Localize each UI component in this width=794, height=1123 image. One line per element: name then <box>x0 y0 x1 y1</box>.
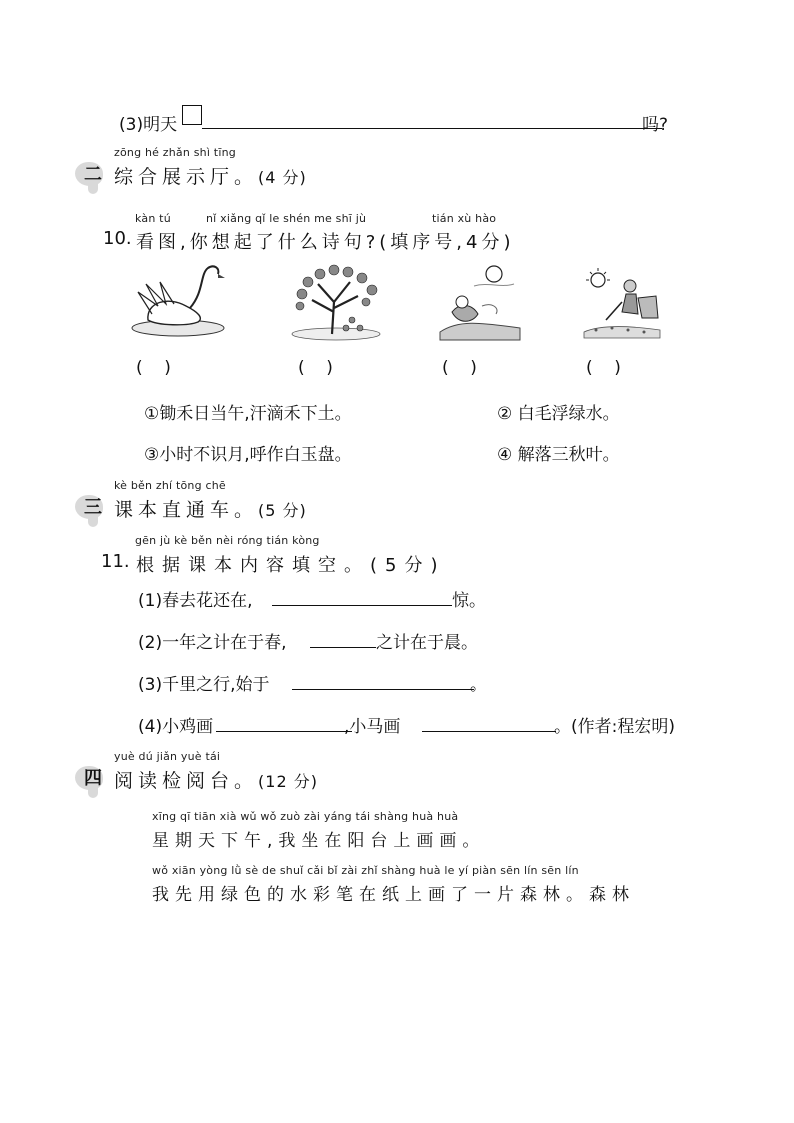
tree-leaves-picture <box>288 262 384 342</box>
q10-option-1: ①锄禾日当午,汗滴禾下土。 <box>144 404 352 424</box>
q11-item4-mid: ,小马画 <box>344 717 401 737</box>
q11-item3-pre: (3)千里之行,始于 <box>138 675 270 695</box>
q10-pinyin-c: tián xù hào <box>432 212 497 225</box>
section3-pinyin: kè běn zhí tōng chē <box>114 479 226 492</box>
answer-paren-2[interactable]: ( ) <box>298 358 333 378</box>
answer-paren-1[interactable]: ( ) <box>136 358 171 378</box>
q9-item3-label: (3)明天 <box>119 115 178 135</box>
q11-item1-post: 惊。 <box>452 591 486 611</box>
reading-line-2: 我先用绿色的水彩笔在纸上画了一片森林。森林 <box>152 885 635 905</box>
section3-badge: 三 <box>78 493 108 519</box>
q11-item4-pre: (4)小鸡画 <box>138 717 214 737</box>
q11-number: 11. <box>101 551 130 572</box>
section2-title: 综合展示厅。(4 分) <box>114 166 307 188</box>
answer-box[interactable] <box>182 105 202 125</box>
farmer-picture <box>582 266 662 340</box>
moon-picture <box>438 262 522 342</box>
reading-pinyin-2: wǒ xiān yòng lǜ sè de shuǐ cǎi bǐ zài zhǐ shàng huà le yí piàn sēn lín sēn lín <box>152 864 579 877</box>
q11-pinyin: gēn jù kè běn nèi róng tián kòng <box>135 534 320 547</box>
q11-item4-blank-b[interactable] <box>422 731 556 732</box>
q10-option-3: ③小时不识月,呼作白玉盘。 <box>144 445 352 465</box>
section4-pinyin: yuè dú jiǎn yuè tái <box>114 750 221 763</box>
q10-pinyin-a: kàn tú <box>135 212 171 225</box>
section3-title: 课本直通车。(5 分) <box>114 499 307 521</box>
q11-item2-pre: (2)一年之计在于春, <box>138 633 287 653</box>
reading-pinyin-1: xīng qī tiān xià wǔ wǒ zuò zài yáng tái shàng huà huà <box>152 810 459 823</box>
q11-item4-post: 。(作者:程宏明) <box>554 717 675 737</box>
q10-question: 看图,你想起了什么诗句?(填序号,4分) <box>136 232 515 253</box>
q11-item1-pre: (1)春去花还在, <box>138 591 253 611</box>
q11-item4-blank-a[interactable] <box>216 731 352 732</box>
reading-line-1: 星期天下午,我坐在阳台上画画。 <box>152 831 486 851</box>
q9-item3-tail: 吗? <box>642 115 669 135</box>
answer-line[interactable] <box>202 128 662 129</box>
section2-badge: 二 <box>78 160 108 186</box>
q11-item3-post: 。 <box>470 675 487 695</box>
q11-item1-blank[interactable] <box>272 605 452 606</box>
q11-item2-post: 之计在于晨。 <box>376 633 478 653</box>
q10-option-4: ④ 解落三秋叶。 <box>497 445 620 465</box>
q10-number: 10. <box>103 228 132 249</box>
swan-picture <box>128 262 228 338</box>
section4-title: 阅读检阅台。(12 分) <box>114 770 318 792</box>
q11-item3-blank[interactable] <box>292 689 474 690</box>
q10-pinyin-b: nǐ xiǎng qǐ le shén me shī jù <box>206 212 367 225</box>
q11-item2-blank[interactable] <box>310 647 376 648</box>
answer-paren-4[interactable]: ( ) <box>586 358 621 378</box>
q11-question: 根据课本内容填空。(5分) <box>136 555 446 576</box>
section4-badge: 四 <box>78 764 108 790</box>
q10-option-2: ② 白毛浮绿水。 <box>497 404 620 424</box>
section2-pinyin: zōng hé zhǎn shì tīng <box>114 146 236 159</box>
answer-paren-3[interactable]: ( ) <box>442 358 477 378</box>
